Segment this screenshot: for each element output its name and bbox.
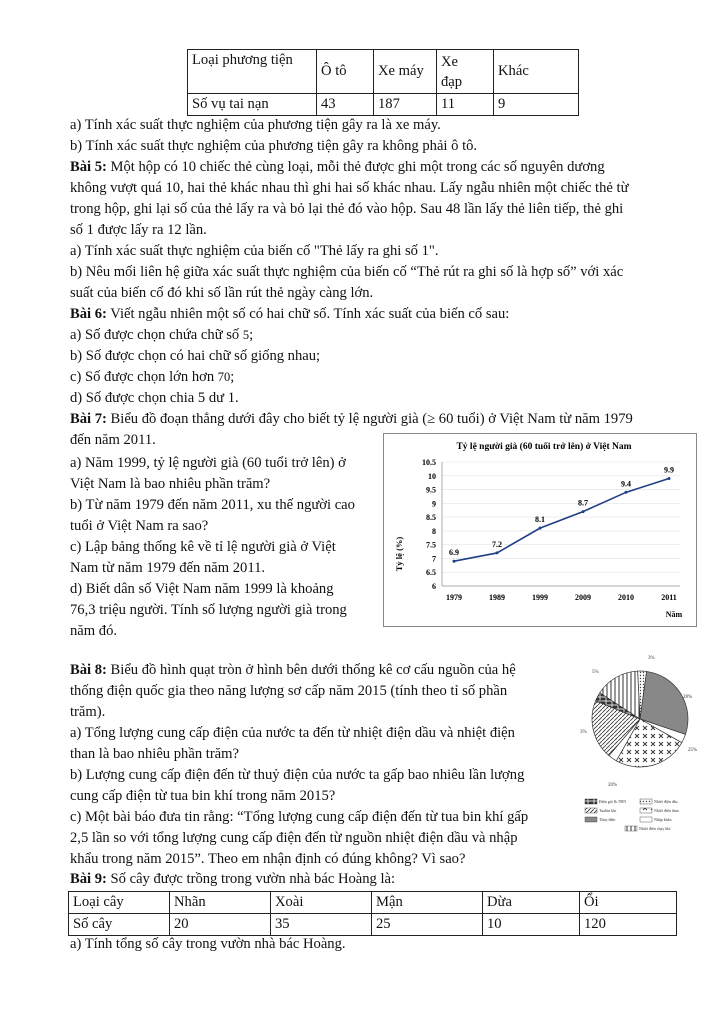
bai8-line: than là bao nhiêu phần trăm? (70, 746, 239, 762)
bai8-question-a: a) Tổng lượng cung cấp điện của nước ta đến từ nhiệt điện dầu và nhiệt điện (70, 725, 515, 741)
table-cell: 187 (374, 94, 437, 116)
table-cell: 35 (271, 914, 372, 936)
table-cell: Số vụ tai nạn (188, 94, 317, 116)
y-tick-label: 8.5 (426, 513, 436, 523)
table-cell: 120 (580, 914, 677, 936)
legend-swatch (585, 808, 597, 813)
data-point (496, 551, 499, 554)
text: ; (230, 369, 235, 385)
table-cell: 43 (317, 94, 374, 116)
pie-chart (570, 653, 720, 843)
bai7-line: đến năm 2011. (70, 432, 156, 448)
table-cell: 11 (437, 94, 494, 116)
x-tick-label: 1999 (532, 593, 548, 602)
data-label: 6.9 (449, 548, 459, 558)
text: Biểu đồ hình quạt tròn ở hình bên dưới thống kê cơ cấu nguồn của hệ (106, 662, 516, 678)
pie-slice-label: 28% (683, 695, 693, 700)
bai7-line: tuổi ở Việt Nam ra sao? (70, 518, 209, 534)
text: Biểu đồ đoạn thẳng dưới đây cho biết tỷ lệ người già (≥ 60 tuổi) ở Việt Nam từ năm 1979 (106, 411, 633, 427)
legend-label: Nhiệt điện chạy khí (639, 826, 671, 831)
y-tick-label: 9 (432, 499, 436, 509)
table-cell: 20 (170, 914, 271, 936)
table-row (69, 914, 677, 936)
series-line (454, 479, 669, 562)
pie-chart-svg (570, 653, 720, 843)
y-tick-label: 9.5 (426, 485, 436, 495)
pie-slice-label: 5% (592, 670, 599, 675)
legend-label: Nhiệt điện than (654, 808, 679, 813)
x-tick-label: 2009 (575, 593, 591, 602)
table-cell: Ô tô (317, 50, 374, 94)
bai7-line (70, 409, 633, 430)
x-tick-label: 2010 (618, 593, 634, 602)
bai8-question-c: c) Một bài báo đưa tin rằng: “Tổng lượng cung cấp điện đến từ tua bin khí gấp (70, 809, 529, 825)
table-cell: Mận (372, 892, 483, 914)
question-a: a) Tính xác suất thực nghiệm của phương tiện gây ra là xe máy. (70, 117, 441, 133)
bai5-line: suất của biến cố đó khi số lần rút thẻ ngày càng lớn. (70, 285, 374, 301)
pie-slice-label: 3% (596, 700, 603, 705)
question-b: b) Tính xác suất thực nghiệm của phương tiện gây ra không phải ô tô. (70, 138, 478, 154)
legend-label: Thủy điện (599, 817, 616, 822)
bai6-line (70, 304, 509, 325)
x-axis-label: Năm (665, 610, 683, 619)
bai8-line: khẩu trong năm 2015”. Theo em nhận định có đúng không? Vì sao? (70, 851, 466, 867)
bai7-line: Nam từ năm 1979 đến năm 2011. (70, 560, 266, 576)
exercise-title: Bài 5: (70, 159, 107, 175)
text: a) Số được chọn chứa chữ số (70, 327, 243, 343)
table-cell: Khác (494, 50, 579, 94)
bai6-question-c (70, 367, 234, 388)
text: Số cây được trồng trong vườn nhà bác Hoàng là: (106, 871, 396, 887)
table-header-row (188, 50, 579, 94)
table-cell: Nhãn (170, 892, 271, 914)
x-tick-label: 1989 (489, 593, 505, 602)
x-tick-label: 2011 (661, 593, 677, 602)
bai7-line: 76,3 triệu người. Tính số lượng người già trong (70, 602, 347, 618)
data-point (625, 491, 628, 494)
table-cell: Loại cây (69, 892, 170, 914)
bai7-line: năm đó. (70, 623, 118, 639)
line-chart (383, 433, 697, 627)
y-tick-label: 10.5 (422, 458, 436, 467)
x-tick-label: 1979 (446, 593, 462, 602)
data-point (539, 527, 542, 530)
cell-line: Xe (441, 53, 459, 70)
table-cell: 25 (372, 914, 483, 936)
table-cell: Xe máy (374, 50, 437, 94)
table-cell: Số cây (69, 914, 170, 936)
exercise-title: Bài 9: (70, 871, 107, 887)
legend-label: Nhiệt điện dầu (654, 799, 678, 804)
y-tick-label: 6 (432, 582, 436, 591)
bai5-line (70, 157, 605, 178)
pie-legend (585, 799, 679, 831)
data-label: 9.4 (621, 479, 631, 489)
text: Một hộp có 10 chiếc thẻ cùng loại, mỗi thẻ được ghi một trong các số nguyên dương (106, 159, 605, 175)
y-tick-label: 10 (428, 471, 436, 481)
table-cell: Ổi (580, 892, 677, 914)
bai5-line: trong hộp, ghi lại số của thẻ lấy ra và bỏ lại thẻ đó vào hộp. Sau 48 lần lấy thẻ liên tiếp, thẻ ghi (70, 201, 624, 217)
table-header-row (69, 892, 677, 914)
table-cell: 9 (494, 94, 579, 116)
bai8-question-b: b) Lượng cung cấp điện đến từ thuỷ điện của nước ta gấp bao nhiêu lần lượng (70, 767, 525, 783)
math: 5 (242, 328, 250, 342)
bai8-line: thống điện quốc gia theo năng lượng sơ cấp năm 2015 (tính theo tỉ số phần (70, 683, 508, 699)
legend-swatch (640, 799, 652, 804)
data-label: 9.9 (664, 465, 674, 475)
pie-slice-label: 3% (648, 656, 655, 661)
cell-line: đạp (441, 73, 463, 90)
table-cell (437, 50, 494, 94)
chart-title: Tỷ lệ người già (60 tuổi trở lên) ở Việt Nam (456, 442, 632, 452)
y-axis-label: Tỷ lệ (%) (394, 536, 404, 572)
data-point (582, 510, 585, 513)
table-cell: Loại phương tiện (188, 50, 317, 94)
bai7-question-b: b) Từ năm 1979 đến năm 2011, xu thế người cao (70, 497, 355, 513)
legend-swatch (640, 817, 652, 822)
bai5-line: không vượt quá 10, hai thẻ khác nhau thì ghi hai số khác nhau. Lấy ngẫu nhiên một chiếc thẻ từ (70, 180, 629, 196)
data-label: 8.1 (535, 515, 545, 525)
exercise-title: Bài 6: (70, 306, 107, 322)
line-chart-svg (384, 434, 696, 626)
vehicle-accident-table (187, 49, 579, 116)
table-row (188, 94, 579, 116)
bai7-question-c: c) Lập bảng thống kê về tỉ lệ người già ở Việt (70, 539, 336, 555)
bai7-line: Việt Nam là bao nhiêu phần trăm? (70, 476, 271, 492)
pie-slice-label: 3% (580, 730, 587, 735)
bai5-question-b: b) Nêu mối liên hệ giữa xác suất thực nghiệm của biến cố “Thẻ rút ra ghi số là hợp số” với xác (70, 264, 624, 280)
data-point (668, 477, 671, 480)
text: Viết ngẫu nhiên một số có hai chữ số. Tính xác suất của biến cố sau: (106, 306, 510, 322)
bai7-question-a: a) Năm 1999, tỷ lệ người già (60 tuổi trở lên) ở (70, 455, 346, 471)
legend-swatch (585, 817, 597, 822)
y-tick-label: 6.5 (426, 568, 436, 578)
y-tick-label: 7.5 (426, 540, 436, 550)
bai6-question-d: d) Số được chọn chia 5 dư 1. (70, 390, 239, 406)
tree-count-table (68, 891, 677, 936)
legend-label: Điện gió & TĐN (599, 799, 627, 804)
legend-swatch (585, 799, 597, 804)
table-cell: Dừa (483, 892, 580, 914)
bai7-question-d: d) Biết dân số Việt Nam năm 1999 là khoảng (70, 581, 334, 597)
y-tick-label: 7 (432, 554, 436, 564)
data-point (453, 560, 456, 563)
legend-swatch (625, 826, 637, 831)
text: ; (249, 327, 254, 343)
data-label: 7.2 (492, 539, 502, 549)
table-cell: Xoài (271, 892, 372, 914)
bai8-line: cung cấp điện từ tua bin khí trong năm 2015? (70, 788, 336, 804)
bai6-question-a (70, 325, 253, 346)
bai8-line: trăm). (70, 704, 106, 720)
bai9-question-a: a) Tính tổng số cây trong vườn nhà bác Hoàng. (70, 936, 346, 952)
math: 70 (217, 370, 231, 384)
pie-slice-label: 25% (688, 748, 698, 753)
bai8-line (70, 660, 516, 681)
data-label: 8.7 (578, 498, 588, 508)
bai9-line (70, 869, 395, 890)
legend-label: Nhập khẩu (654, 817, 672, 822)
pie-slice-label: 20% (608, 783, 618, 788)
text: c) Số được chọn lớn hơn (70, 369, 218, 385)
exercise-title: Bài 8: (70, 662, 107, 678)
bai5-line: số 1 được lấy ra 12 lần. (70, 222, 207, 238)
exercise-title: Bài 7: (70, 411, 107, 427)
legend-swatch (640, 808, 652, 813)
bai6-question-b: b) Số được chọn có hai chữ số giống nhau; (70, 348, 321, 364)
legend-label: Tuabin khí (599, 808, 617, 813)
y-tick-label: 8 (432, 526, 436, 536)
table-cell: 10 (483, 914, 580, 936)
bai8-line: 2,5 lần so với tổng lượng cung cấp điện đến từ nguồn nhiệt điện dầu và nhập (70, 830, 518, 846)
bai5-question-a: a) Tính xác suất thực nghiệm của biến cố "Thẻ lấy ra ghi số 1". (70, 243, 439, 259)
